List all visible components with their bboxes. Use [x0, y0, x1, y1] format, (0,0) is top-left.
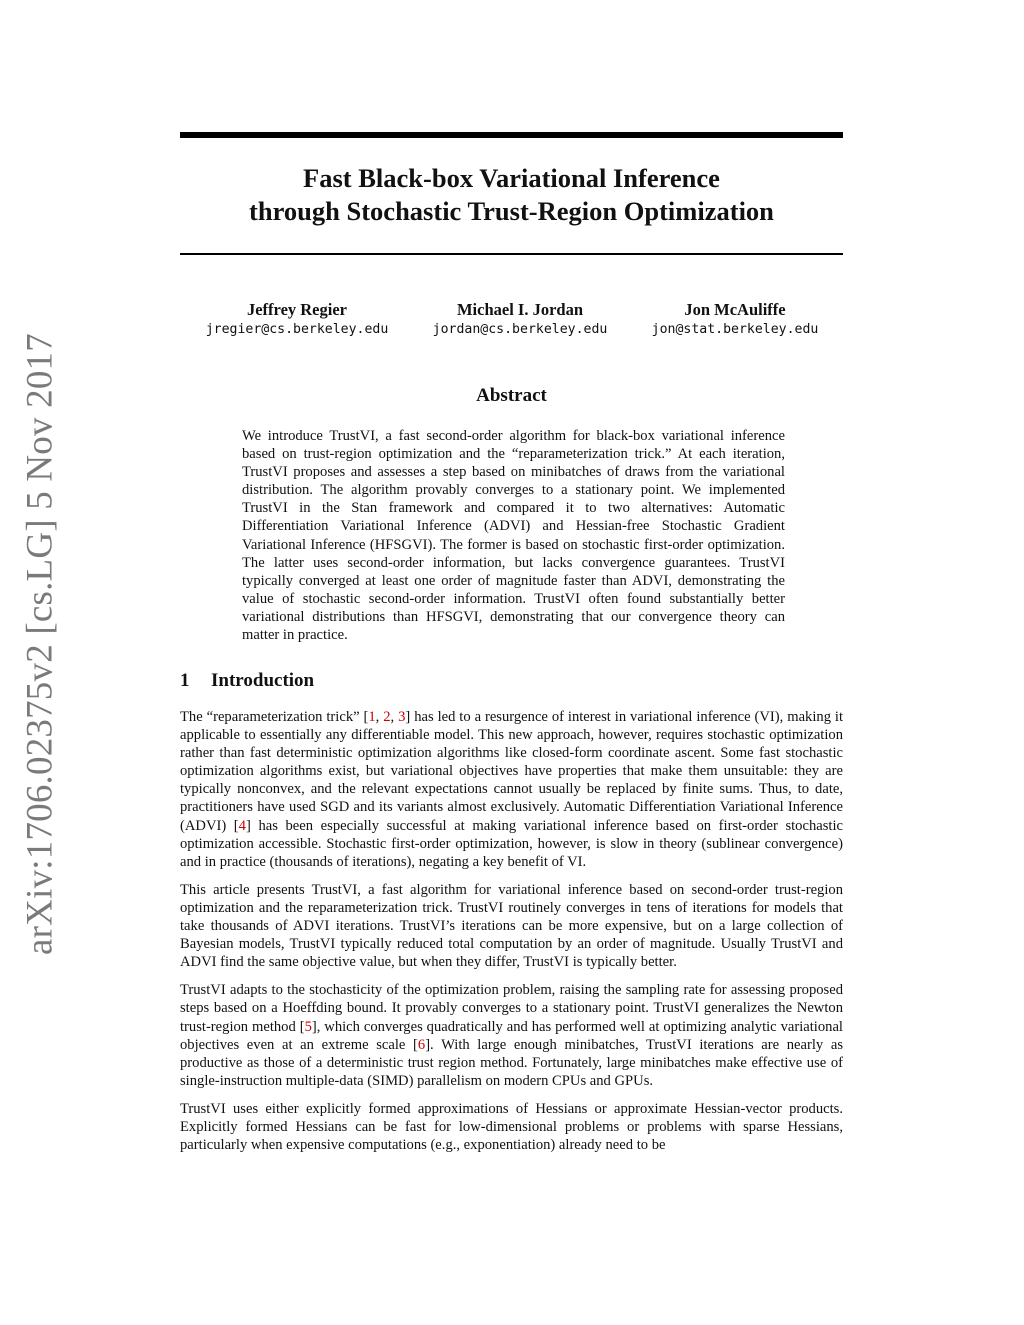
text-span: TrustVI adapts to the stochasticity of the optimization problem, raising the sampling rate for assessing proposed steps based on a Hoeffding bound. It provably converges to a stationary point. TrustVI generalizes the Newton trust-region method [: [180, 982, 843, 1035]
section-number: 1: [180, 670, 190, 691]
author-2: [433, 300, 608, 339]
text-span: The “reparameterization trick” [: [180, 709, 369, 725]
abstract-text: We introduce TrustVI, a fast second-order algorithm for black-box variational inference based on trust-region optimization and the “reparameterization trick.” At each iteration, TrustVI proposes and assesses a step based on minibatches of draws from the variational distribution. The algorithm provably converges to a stationary point. We implemented TrustVI in the Stan framework and compared it to two alternatives: Automatic Differentiation Variational Inference (ADVI) and Hessian-free Stochastic Gradient Variational Inference (HFSGVI). The former is based on stochastic first-order optimization. The latter uses second-order information, but lacks convergence guarantees. TrustVI typically converged at least one order of magnitude faster than ADVI, demonstrating the value of stochastic second-order information. TrustVI often found substantially better variational distributions than HFSGVI, demonstrating that our convergence theory can matter in practice.: [242, 428, 785, 644]
citation-link[interactable]: 1: [368, 709, 376, 725]
author-name: Michael I. Jordan: [456, 300, 584, 319]
introduction-body: [180, 708, 843, 1164]
paper-title: [180, 162, 843, 228]
intro-paragraph-1: [180, 708, 843, 871]
title-line-1: Fast Black-box Variational Inference: [303, 163, 720, 193]
title-rule-bottom: [180, 253, 843, 255]
text-span: ] has been especially successful at making variational inference based on first-order stochastic optimization accessible. Stochastic first-order optimization, however, is slow in theory (sublinear convergence) and in practice (thousands of iterations), negating a key benefit of VI.: [180, 817, 843, 870]
intro-paragraph-3: [180, 981, 843, 1090]
arxiv-identifier: arXiv:1706.02375v2 [cs.LG] 5 Nov 2017: [19, 333, 61, 955]
author-3: [652, 300, 819, 339]
citation-link[interactable]: 6: [417, 1036, 426, 1053]
intro-paragraph-4: TrustVI uses either explicitly formed approximations of Hessians or approximate Hessian-vector products. Explicitly formed Hessians can be fast for low-dimensional problems or problems with sparse Hessians, particularly when expensive computations (e.g., exponentiation) already need to be: [180, 1100, 843, 1154]
author-name: Jon McAuliffe: [684, 300, 786, 319]
author-email[interactable]: jon@stat.berkeley.edu: [651, 322, 819, 337]
intro-paragraph-2: This article presents TrustVI, a fast algorithm for variational inference based on second-order trust-region optimization and the reparameterization trick. TrustVI routinely converges in tens of iterations for models that take thousands of ADVI iterations. TrustVI’s iterations can be more expensive, but on a large collection of Bayesian models, TrustVI typically reduced total computation by an order of magnitude. Usually TrustVI and ADVI find the same objective value, but when they differ, TrustVI is typically better.: [180, 881, 843, 971]
text-span: ]. With large enough minibatches, TrustVI iterations are nearly as productive as those of a deterministic trust region method. Fortunately, large minibatches make effective use of single-instruction multiple-data (SIMD) parallelism on modern CPUs and GPUs.: [180, 1036, 843, 1089]
author-email[interactable]: jordan@cs.berkeley.edu: [432, 322, 608, 337]
citation-link[interactable]: 2: [383, 709, 391, 725]
text-span: ] has led to a resurgence of interest in variational inference (VI), making it applicable to essentially any differentiable model. This new approach, however, requires stochastic optimization rather than fast deterministic optimization algorithms like closed-form coordinate ascent. Some fast stochastic optimization algorithms exist, but variational objectives have properties that make them unsuitable: they are typically nonconvex, and the relevant expectations cannot usually be replaced by finite sums. Thus, to date, practitioners have used SGD and its variants almost exclusively. Automatic Differentiation Variational Inference (ADVI) [: [180, 709, 844, 834]
citation-link[interactable]: 4: [238, 817, 246, 834]
citation-link[interactable]: 3: [398, 709, 406, 725]
citation-link[interactable]: 5: [304, 1018, 312, 1035]
text-span: ], which converges quadratically and has performed well at optimizing analytic variational objectives even at an extreme scale [: [180, 1018, 843, 1053]
abstract-heading: Abstract: [476, 385, 547, 406]
author-name: Jeffrey Regier: [246, 300, 347, 319]
text-span: ,: [390, 709, 399, 725]
section-heading: [180, 670, 314, 692]
author-block: [180, 300, 843, 350]
author-1: [206, 300, 389, 339]
title-line-2: through Stochastic Trust-Region Optimization: [249, 196, 774, 226]
text-span: ,: [375, 709, 384, 725]
title-rule-top: [180, 132, 843, 138]
section-title: Introduction: [211, 670, 315, 691]
author-email[interactable]: jregier@cs.berkeley.edu: [205, 322, 389, 337]
